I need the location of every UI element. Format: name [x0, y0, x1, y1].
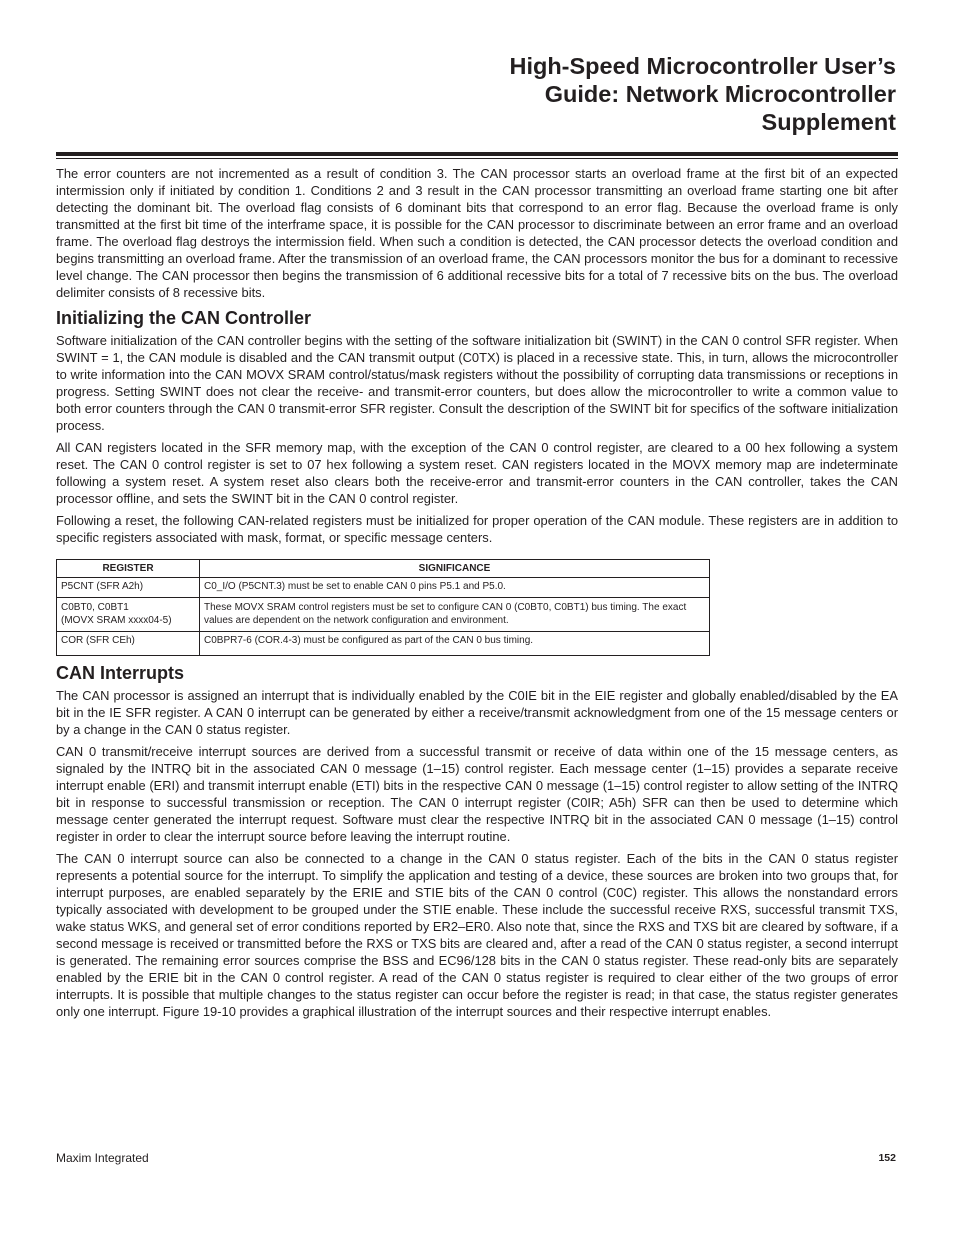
- section-heading-interrupts: CAN Interrupts: [56, 663, 185, 683]
- table-cell-significance: C0_I/O (P5CNT.3) must be set to enable CAN 0 pins P5.1 and P5.0.: [200, 578, 710, 598]
- page-title-line-3: Supplement: [761, 109, 896, 135]
- paragraph-initializing-2: All CAN registers located in the SFR memory map, with the exception of the CAN 0 control register, are cleared to a 00 hex following a system reset. The CAN 0 control register is set to 07 hex following a system reset. CAN registers located in the MOVX memory map are indeterminate following a system reset. A system reset also clears both the receive-error and transmit-error counters in the CAN controller, takes the CAN processor offline, and sets the SWINT bit in the CAN 0 control register.: [56, 440, 898, 506]
- table-header-significance: SIGNIFICANCE: [200, 560, 710, 578]
- footer-page-number: 152: [878, 1152, 896, 1164]
- table-cell-register: [57, 632, 200, 656]
- page-title-line-2: Guide: Network Microcontroller: [544, 81, 896, 107]
- header-divider-thick: [56, 152, 898, 156]
- table-row: [57, 632, 710, 656]
- table-row: [57, 598, 710, 632]
- register-name: C0BT0, C0BT1: [61, 602, 129, 613]
- table-cell-significance: These MOVX SRAM control registers must be set to configure CAN 0 (C0BT0, C0BT1) bus timing. The exact values are dependent on the network configuration and environment.: [200, 598, 710, 632]
- table-cell-register: [57, 598, 200, 632]
- paragraph-initializing-3: Following a reset, the following CAN-related registers must be initialized for proper operation of the CAN module. These registers are in addition to specific registers associated with mask, format, or specific message centers.: [56, 513, 898, 545]
- paragraph-initializing-1: Software initialization of the CAN controller begins with the setting of the software initialization bit (SWINT) in the CAN 0 control SFR register. When SWINT = 1, the CAN module is disabled and the CAN transmit output (C0TX) is placed in a recessive state. This, in turn, allows the microcontroller to write information into the CAN MOVX SRAM control/status/mask registers without the possibility of corrupting data transmissions or receptions in progress. Setting SWINT does not clear the receive- and transmit-error counters, but does allow the microcontroller to write a common value to both error counters through the CAN 0 transmit-error SFR register. Consult the description of the SWINT bit for specifics of the software initialization process.: [56, 333, 898, 433]
- paragraph-interrupts-3: The CAN 0 interrupt source can also be connected to a change in the CAN 0 status register. Each of the bits in the CAN 0 status register represents a potential source for the interrupt. To simplify the application and testing of a device, these sources are broken into two groups that, for interrupt purposes, are enabled separately by the ERIE and STIE bits of the CAN 0 control (C0C) register. This allows the nonstandard errors typically associated with development to be grouped under the STIE enable. These include the successful receive RXS, successful transmit TXS, wake status WKS, and general set of error conditions reported by ER2–ER0. Also note that, since the RXS and TXS bit are cleared by software, if a second message is received or transmitted before the RXS or TXS bits are cleared and, after a read of the CAN 0 status register, a second interrupt is generated. The remaining error sources comprise the BSS and EC96/128 bits in the CAN 0 status register. These read-only bits are separately enabled by the ERIE bit in the CAN 0 control register. A read of the CAN 0 status register is required to clear either of the two groups of error interrupts. It is possible that multiple changes to the status register can occur before the register is read; in that case, the status register generates only one interrupt. Figure 19-10 provides a graphical illustration of the interrupt sources and their respective interrupt enables.: [56, 851, 898, 1019]
- register-address: (MOVX SRAM xxxx04-5): [61, 615, 172, 626]
- paragraph-interrupts-1: The CAN processor is assigned an interrupt that is individually enabled by the C0IE bit in the EIE register and globally enabled/disabled by the EA bit in the IE SFR register. A CAN 0 interrupt can be generated by either a receive/transmit acknowledgment from one of the 15 message centers or by a change in the CAN 0 status register.: [56, 688, 898, 737]
- register-name: COR (SFR CEh): [61, 635, 135, 646]
- page-body: [56, 165, 898, 1025]
- table-header-register: REGISTER: [57, 560, 200, 578]
- table-row: [57, 578, 710, 598]
- register-name: P5CNT (SFR A2h): [61, 581, 144, 592]
- header-divider-thin: [56, 158, 898, 159]
- footer-company: Maxim Integrated: [56, 1151, 149, 1165]
- page-title: [276, 52, 896, 136]
- page-title-line-1: High-Speed Microcontroller User’s: [509, 53, 896, 79]
- register-table: [56, 559, 710, 656]
- table-header-row: [57, 560, 710, 578]
- table-cell-register: [57, 578, 200, 598]
- paragraph-interrupts-2: CAN 0 transmit/receive interrupt sources are derived from a successful transmit or receive of data within one of the 15 message centers, as signaled by the INTRQ bit in the associated CAN 0 message (1–15) control register. Each message center (1–15) provides a separate receive interrupt enable (ERI) and transmit interrupt enable (ETI) bits in the respective CAN 0 message (1–15) control register to allow setting of the INTRQ bit in response to successful transmission or reception. The CAN 0 interrupt register (C0IR; A5h) SFR can then be used to determine which message center generated the interrupt request. Software must clear the respective INTRQ bit in the associated CAN 0 message (1–15) control register in order to clear the interrupt source before leaving the interrupt routine.: [56, 744, 898, 844]
- section-heading-initializing: Initializing the CAN Controller: [56, 308, 311, 328]
- table-cell-significance: C0BPR7-6 (COR.4-3) must be configured as part of the CAN 0 bus timing.: [200, 632, 710, 656]
- intro-paragraph: The error counters are not incremented as a result of condition 3. The CAN processor starts an overload frame at the first bit of an expected intermission only if initiated by condition 1. Conditions 2 and 3 result in the CAN processor transmitting an overload frame starting one bit after detecting the dominant bit. The overload flag consists of 6 dominant bits that correspond to an error flag. Because the overload frame is only transmitted at the first bit time of the interframe space, it is possible for the CAN processor to discriminate between an error frame and an overload frame. The overload flag destroys the intermission field. When such a condition is detected, the CAN processor detects the overload condition and begins transmitting an overload frame. After the transmission of an overload frame, the CAN processors monitor the bus for a dominant to recessive level change. The CAN processor then begins the transmission of 6 additional recessive bits for a total of 7 recessive bits on the bus. The overload delimiter consists of 8 recessive bits.: [56, 166, 898, 300]
